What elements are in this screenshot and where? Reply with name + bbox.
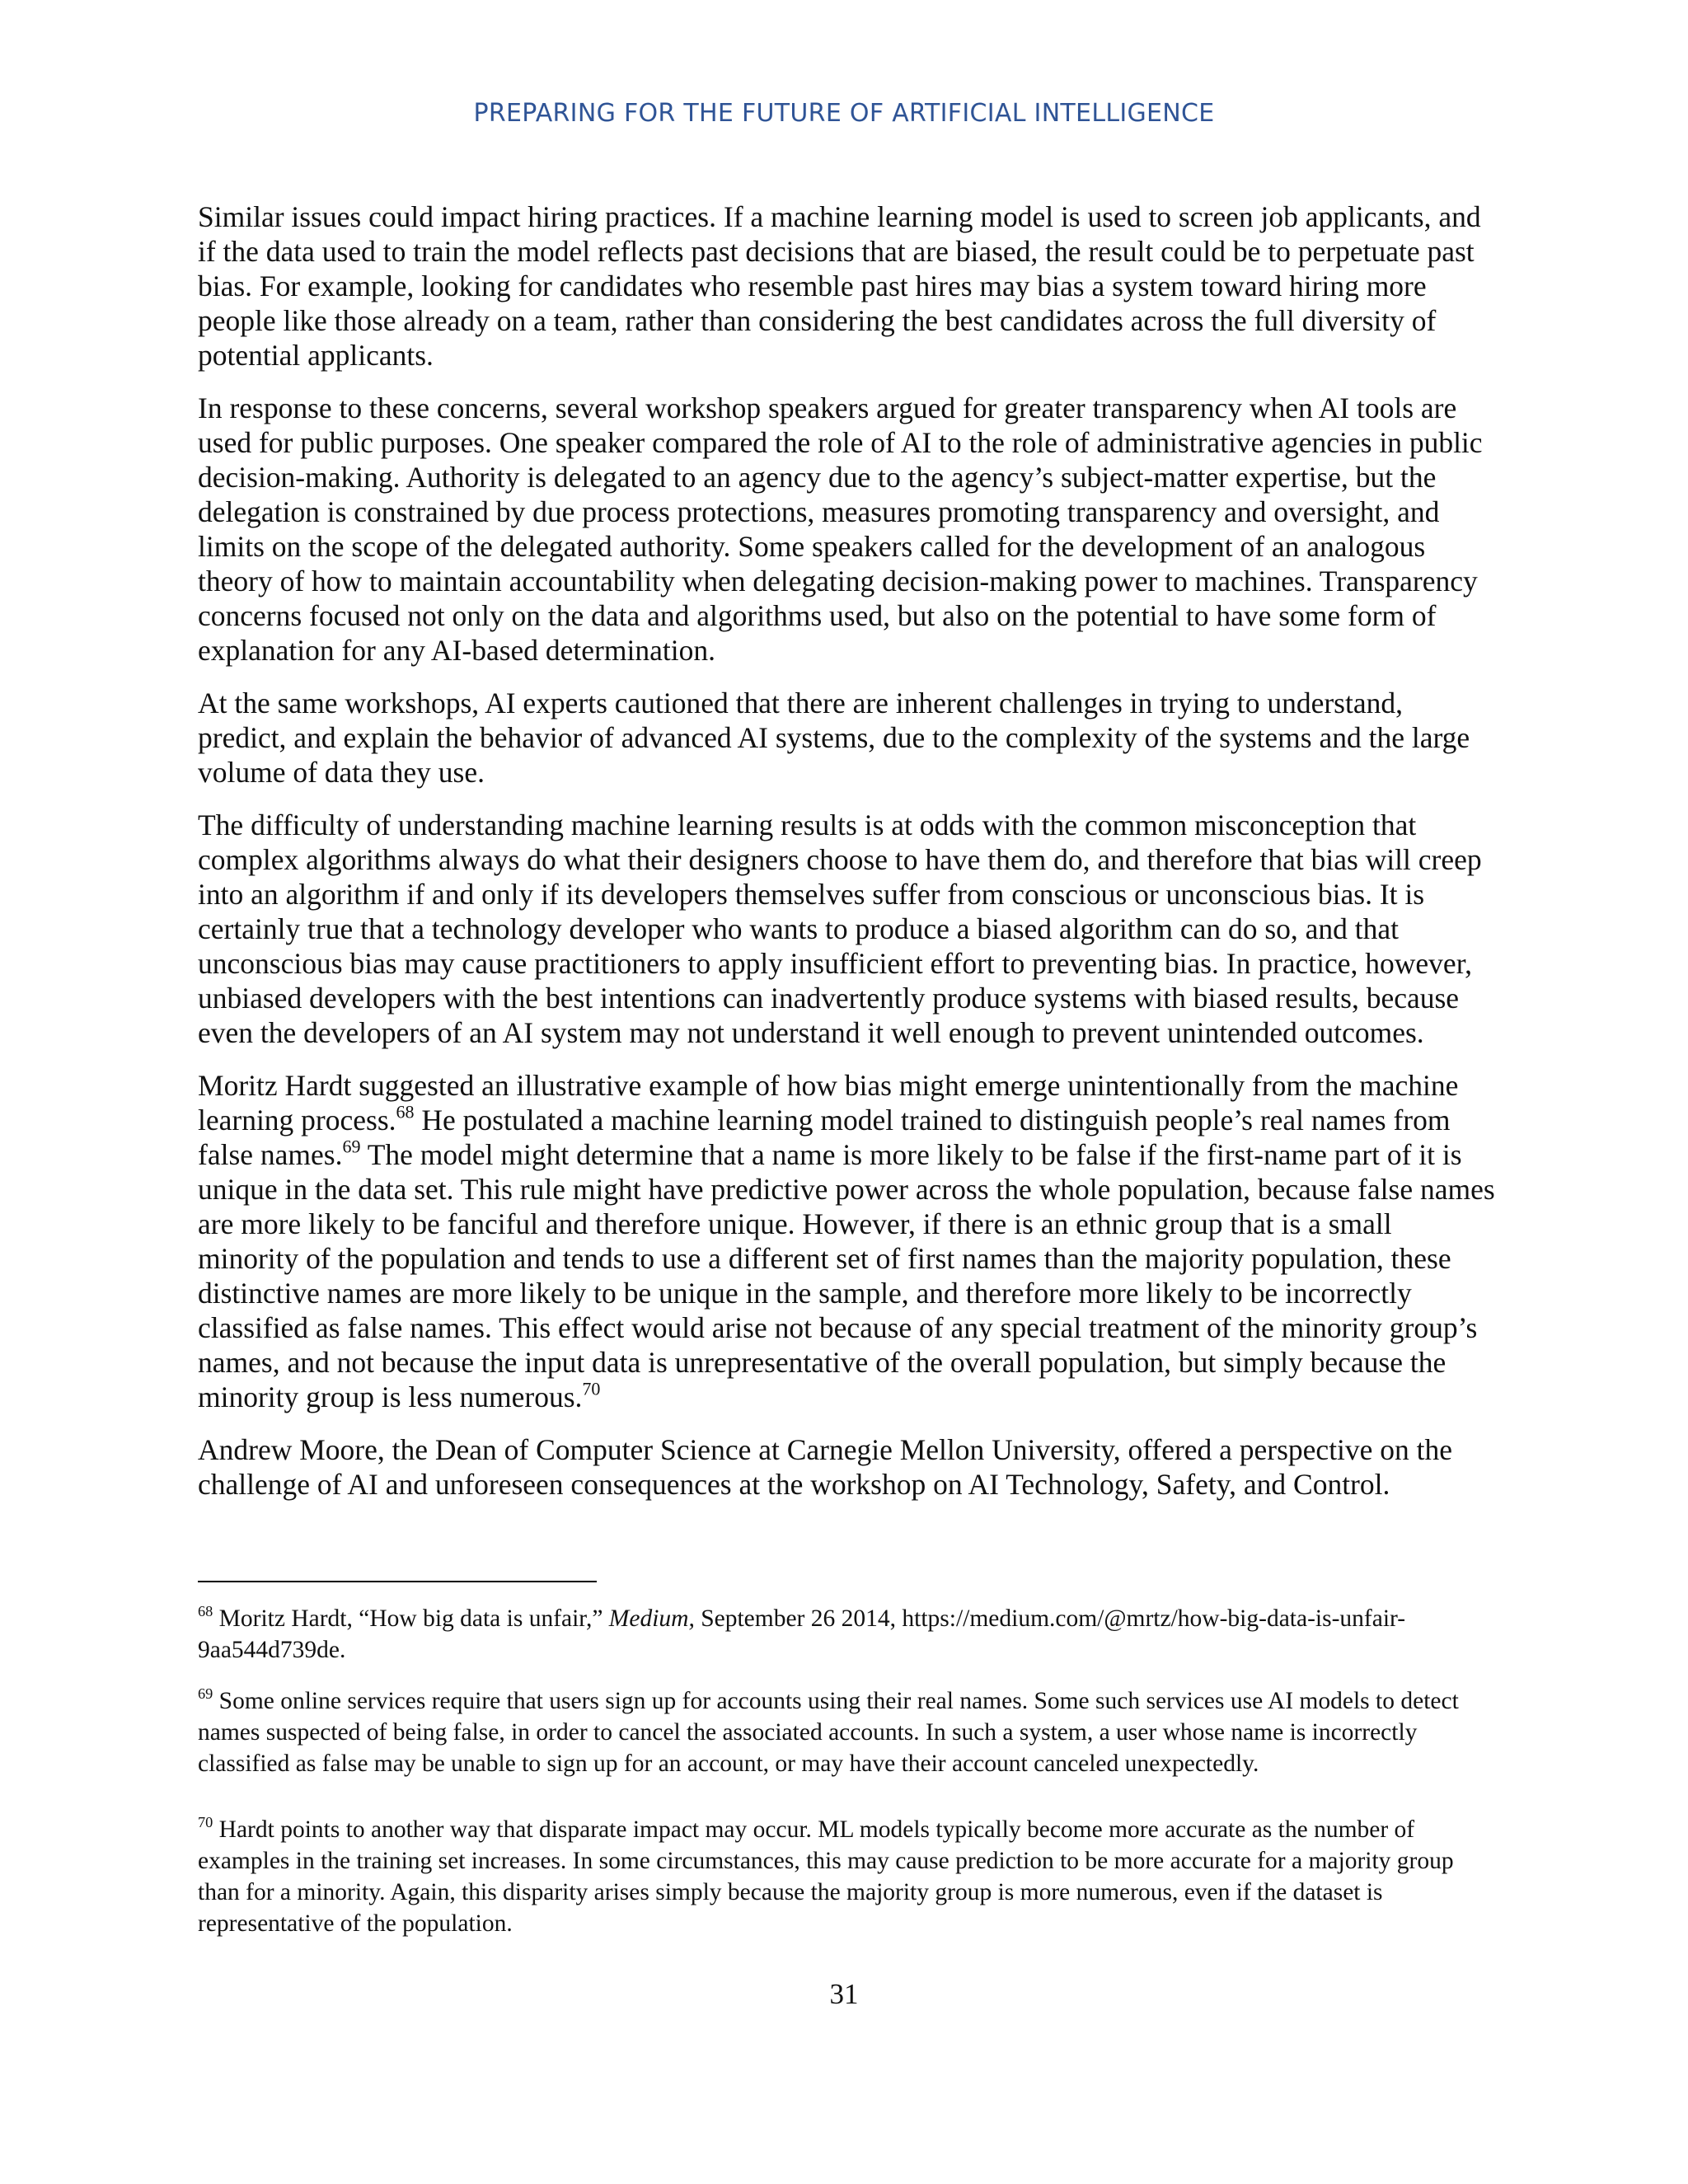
footnotes	[198, 1603, 1496, 1959]
running-header: PREPARING FOR THE FUTURE OF ARTIFICIAL INTELLIGENCE	[473, 99, 1215, 128]
page-number: 31	[829, 1978, 859, 2010]
footnote-number: 68	[198, 1603, 213, 1620]
footnote-70	[198, 1814, 1496, 1939]
footnote-text: Moritz Hardt, “How big data is unfair,”	[213, 1605, 609, 1632]
paragraph-hiring-practices: Similar issues could impact hiring practices. If a machine learning model is used to screen job applicants, and if the data used to train the model reflects past decisions that are biased, the result could be to perpetuate past bias. For example, looking for candidates who resemble past hires may bias a system toward hiring more people like those already on a team, rather than considering the best candidates across the full diversity of potential applicants.	[198, 200, 1481, 372]
footnote-ref-69[interactable]: 69	[342, 1136, 361, 1157]
paragraph-hardt-text-3: The model might determine that a name is more likely to be false if the first-name part of it is unique in the data set. This rule might have predictive power across the whole population, because false names are more likely to be fanciful and therefore unique. However, if there is an ethnic group that is a small minority of the population and tends to use a different set of first names than the majority population, these distinctive names are more likely to be unique in the sample, and therefore more likely to be incorrectly classified as false names. This effect would arise not because of any special treatment of the minority group’s names, and not because the input data is unrepresentative of the overall population, but simply because the minority group is less numerous.	[198, 1138, 1495, 1413]
footnote-68	[198, 1603, 1496, 1666]
paragraph-hardt-text-1: Moritz Hardt suggested an illustrative example of how bias might emerge unintentionally from the machine learning process.	[198, 1069, 1459, 1137]
footnote-separator	[198, 1581, 597, 1582]
footnote-69	[198, 1685, 1496, 1779]
footnote-text-link[interactable]: September 26 2014, https://medium.com/@mrtz/how-big-data-is-unfair-9aa544d739de.	[198, 1605, 1406, 1663]
footnote-number: 69	[198, 1685, 213, 1703]
footnote-text: Some online services require that users sign up for accounts using their real names. Some such services use AI models to detect names suspected of being false, in order to cancel the associated accounts. In such a system, a user whose name is incorrectly classified as false may be unable to sign up for an account, or may have their account canceled unexpectedly.	[198, 1688, 1459, 1777]
footnote-text: Hardt points to another way that disparate impact may occur. ML models typically become more accurate as the number of examples in the training set increases. In some circumstances, this may cause prediction to be more accurate for a majority group than for a minority. Again, this disparity arises simply because the majority group is more numerous, even if the dataset is representative of the population.	[198, 1816, 1454, 1937]
paragraph-hardt-text-2: He postulated a machine learning model trained to distinguish people’s real names from false names.	[198, 1104, 1451, 1171]
body-text	[198, 199, 1496, 1520]
footnote-ref-68[interactable]: 68	[396, 1101, 415, 1122]
paragraph-hardt-example	[198, 1068, 1496, 1414]
footnote-publication: Medium,	[608, 1605, 695, 1632]
paragraph-misconception: The difficulty of understanding machine learning results is at odds with the common misconception that complex algorithms always do what their designers choose to have them do, and therefore that bias will creep into an algorithm if and only if its developers themselves suffer from conscious or unconscious bias. It is certainly true that a technology developer who wants to produce a biased algorithm can do so, and that unconscious bias may cause practitioners to apply insufficient effort to preventing bias. In practice, however, unbiased developers with the best intentions can inadvertently produce systems with biased results, because even the developers of an AI system may not understand it well enough to prevent unintended outcomes.	[198, 808, 1482, 1049]
paragraph-inherent-challenges: At the same workshops, AI experts cautioned that there are inherent challenges in trying to understand, predict, and explain the behavior of advanced AI systems, due to the complexity of the systems and the large volume of data they use.	[198, 687, 1470, 789]
footnote-number: 70	[198, 1814, 213, 1831]
footnote-ref-70[interactable]: 70	[582, 1378, 601, 1399]
paragraph-transparency: In response to these concerns, several workshop speakers argued for greater transparency when AI tools are used for public purposes. One speaker compared the role of AI to the role of administrative agencies in public decision-making. Authority is delegated to an agency due to the agency’s subject-matter expertise, but the delegation is constrained by due process protections, measures promoting transparency and oversight, and limits on the scope of the delegated authority. Some speakers called for the development of an analogous theory of how to maintain accountability when delegating decision-making power to machines. Transparency concerns focused not only on the data and algorithms used, but also on the potential to have some form of explanation for any AI-based determination.	[198, 391, 1483, 667]
paragraph-andrew-moore: Andrew Moore, the Dean of Computer Science at Carnegie Mellon University, offered a perspective on the challenge of AI and unforeseen consequences at the workshop on AI Technology, Safety, and Control.	[198, 1433, 1453, 1501]
